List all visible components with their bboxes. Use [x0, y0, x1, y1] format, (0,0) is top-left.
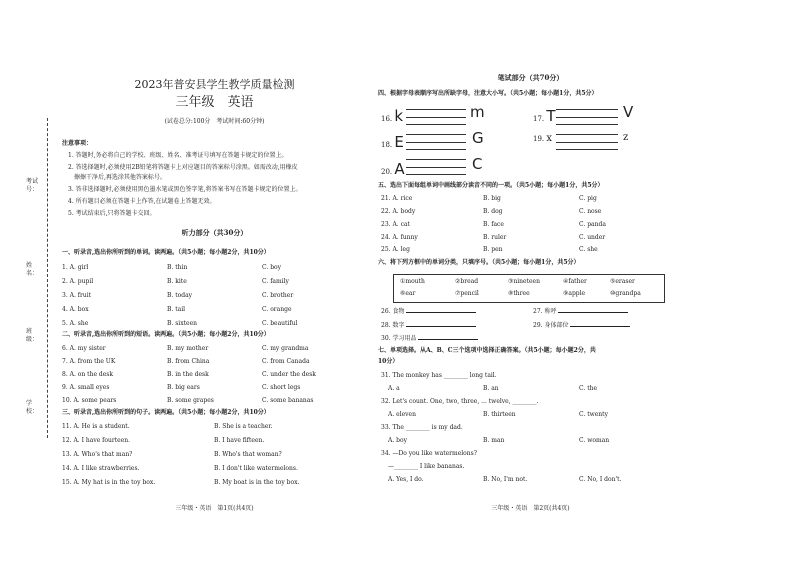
- option-c: C. short legs: [262, 384, 301, 391]
- option-b: B. My boat is in the toy box.: [214, 479, 300, 486]
- written-section-title: 笔试部分（共70分）: [497, 73, 564, 82]
- word-item: ④father: [563, 278, 587, 285]
- option-c: C. family: [262, 278, 289, 285]
- option-b: B. ruler: [483, 234, 507, 241]
- option-a: 3. A. fruit: [62, 292, 92, 299]
- answer-line[interactable]: [556, 134, 618, 135]
- option-c: C. the: [579, 385, 598, 392]
- section-2-title: 二、听录音,选出你所听到的短语。读两遍。（共5小题；每小题2分，共10分）: [62, 331, 270, 338]
- word-item: ①mouth: [400, 278, 425, 285]
- answer-line[interactable]: [556, 149, 618, 150]
- option-a: A. a: [388, 385, 400, 392]
- section-6-title: 六、将下列方框中的单词分类，只填序号。（共5小题；每小题1分，共5分）: [378, 259, 580, 266]
- question-stem: 34. —Do you like watermelons?: [381, 450, 477, 457]
- option-b: B. some grapes: [167, 397, 214, 404]
- given-letter: G: [472, 129, 484, 147]
- section-7-title-cont: 10分）: [378, 358, 399, 365]
- option-b: B. thin: [167, 264, 188, 271]
- option-a: A. boy: [388, 437, 407, 444]
- category-item: [381, 335, 478, 343]
- option-b: B. big: [483, 195, 501, 202]
- page-footer-1: 三年级・英语 第1页(共4页): [175, 505, 254, 512]
- item-number: 20.: [381, 168, 393, 176]
- item-number: 19.: [533, 135, 545, 143]
- given-letter: E: [394, 133, 404, 151]
- note-line: 5. 考试结束后,只将答题卡交回。: [68, 210, 156, 217]
- binding-label-class: 班级：: [26, 328, 39, 343]
- option-a: 12. A. I have fourteen.: [62, 437, 131, 444]
- option-a: 13. A. Who's that man?: [62, 451, 133, 458]
- section-5-title: 五、选出下面每组单词中画线部分读音不同的一项。（共5小题；每小题1分，共5分）: [378, 182, 604, 189]
- note-line: 2. 答选择题时,必须使用2B铅笔将答题卡上对应题目的答案标号涂黑。如需改动,用橡皮: [68, 164, 298, 171]
- category-label: 28. 数字: [381, 322, 405, 329]
- section-3-title: 三、听录音,选出你所听到的句子。读两遍。（共5小题；每小题2分，共10分）: [62, 409, 270, 416]
- page-footer-2: 三年级・英语 第2页(共4页): [491, 505, 570, 512]
- word-item: ⑤eraser: [610, 278, 635, 285]
- question-stem: 33. The ________ is my dad.: [381, 424, 463, 431]
- option-c: C. pig: [579, 195, 597, 202]
- option-a: 22. A. body: [381, 208, 416, 215]
- word-item: ⑩grandpa: [610, 290, 641, 297]
- note-line: 4. 所有题目必须在答题卡上作答,在试题卷上答题无效。: [68, 198, 216, 205]
- item-number: 17.: [533, 115, 545, 123]
- option-a: 5. A. she: [62, 320, 89, 327]
- category-item: [533, 308, 628, 316]
- question-stem: 31. The monkey has ________ long tail.: [381, 372, 497, 379]
- option-c: C. panda: [579, 221, 606, 228]
- item-number: 18.: [381, 141, 393, 149]
- word-item: ②bread: [455, 278, 479, 285]
- answer-line[interactable]: [406, 167, 466, 168]
- option-b: B. No, I'm not.: [483, 476, 528, 483]
- option-b: B. tail: [167, 306, 186, 313]
- option-b: B. in the desk: [167, 371, 209, 378]
- given-letter: x: [546, 133, 553, 144]
- letter-item: [381, 108, 403, 125]
- letter-item: [533, 134, 552, 144]
- letter-item: [533, 108, 556, 125]
- section-4-title: 四、根据字母表顺序写出所缺字母，注意大小写。（共5小题；每小题1分，共5分）: [378, 90, 598, 97]
- option-a: 10. A. some pears: [62, 397, 117, 404]
- given-letter: m: [470, 103, 485, 121]
- option-a: 23. A. cat: [381, 221, 410, 228]
- option-c: C. nose: [579, 208, 602, 215]
- option-c: C. my grandma: [262, 345, 309, 352]
- option-c: C. she: [579, 246, 598, 253]
- option-b: B. big ears: [167, 384, 200, 391]
- answer-blank[interactable]: [406, 326, 476, 327]
- option-c: C. beautiful: [262, 320, 298, 327]
- section-7-title: 七、单项选择。从A、B、C三个选项中选择正确答案。（共5小题；每小题2分，共: [378, 347, 596, 354]
- answer-line[interactable]: [406, 174, 466, 175]
- grade-label: 三年级: [175, 95, 215, 110]
- category-item: [533, 322, 630, 330]
- option-a: 7. A. from the UK: [62, 358, 116, 365]
- answer-line[interactable]: [556, 124, 618, 125]
- option-b: B. from China: [167, 358, 210, 365]
- option-c: C. woman: [579, 437, 610, 444]
- option-c: C. boy: [262, 264, 282, 271]
- category-label: 30. 学习用品: [381, 335, 417, 342]
- category-item: [381, 322, 476, 330]
- option-b: B. man: [483, 437, 505, 444]
- exam-info: (试卷总分:100分 考试时间:60分钟): [164, 118, 265, 125]
- answer-blank[interactable]: [418, 339, 478, 340]
- given-letter: T: [546, 107, 556, 125]
- option-b: B. my mother: [167, 345, 209, 352]
- note-line: 擦擦干净后,再选涂其他答案标号。: [68, 174, 166, 181]
- category-label: 29. 身体部位: [533, 322, 569, 329]
- binding-label-name: 姓名：: [26, 262, 39, 277]
- option-a: 14. A. I like strawberries.: [62, 465, 140, 472]
- answer-blank[interactable]: [558, 312, 628, 313]
- notes-title: 注意事项：: [62, 140, 93, 147]
- option-c: C. some bananas: [262, 397, 314, 404]
- answer-blank[interactable]: [406, 312, 476, 313]
- binding-label-school: 学校：: [26, 400, 39, 415]
- question-stem: —________ I like bananas.: [388, 463, 465, 470]
- answer-line[interactable]: [556, 117, 618, 118]
- note-line: 1. 答题时,务必将自己的学校、班级、姓名、准考证号填写在答题卡规定的位置上。: [68, 152, 288, 159]
- option-a: 15. A. My hat is in the toy box.: [62, 479, 156, 486]
- word-item: ③nineteen: [508, 278, 540, 285]
- word-item: ⑦pencil: [455, 290, 479, 297]
- category-label: 27. 称呼: [533, 308, 557, 315]
- question-stem: 32. Let's count. One, two, three, ... twelve, ________.: [381, 398, 539, 405]
- given-letter: z: [623, 132, 629, 143]
- option-c: C. No, I don't.: [579, 476, 622, 483]
- section-1-title: 一、听录音,选出你所听到的单词。读两遍。（共5小题；每小题2分，共10分）: [62, 249, 270, 256]
- exam-subtitle: [62, 95, 367, 110]
- option-a: 1. A. girl: [62, 264, 89, 271]
- option-c: C. brother: [262, 292, 294, 299]
- answer-line[interactable]: [406, 149, 466, 150]
- option-b: B. Who's that woman?: [214, 451, 282, 458]
- given-letter: C: [472, 155, 483, 173]
- option-c: C. from Canada: [262, 358, 310, 365]
- answer-line[interactable]: [406, 124, 466, 125]
- option-b: B. I have fifteen.: [214, 437, 265, 444]
- given-letter: V: [623, 103, 634, 121]
- option-c: C. orange: [262, 306, 292, 313]
- option-a: 8. A. on the desk: [62, 371, 114, 378]
- option-b: B. today: [167, 292, 193, 299]
- option-a: 9. A. small eyes: [62, 384, 110, 391]
- option-b: B. dog: [483, 208, 503, 215]
- option-a: A. eleven: [388, 411, 416, 418]
- answer-line[interactable]: [406, 142, 466, 143]
- option-b: B. face: [483, 221, 504, 228]
- word-item: ⑧three: [508, 290, 530, 297]
- word-item: ⑨apple: [563, 290, 586, 297]
- answer-line[interactable]: [406, 117, 466, 118]
- answer-line[interactable]: [556, 142, 618, 143]
- note-line: 3. 答非选择题时,必须使用黑色墨水笔或黑色签字笔,将答案书写在答题卡规定的位置上。: [68, 186, 302, 193]
- category-label: 26. 食物: [381, 308, 405, 315]
- option-c: C. twenty: [579, 411, 608, 418]
- option-b: B. I don't like watermelons.: [214, 465, 298, 472]
- answer-line[interactable]: [406, 159, 466, 160]
- given-letter: A: [394, 160, 405, 178]
- binding-line: [47, 118, 48, 438]
- option-a: 25. A. leg: [381, 246, 410, 253]
- option-a: 24. A. funny: [381, 234, 418, 241]
- answer-blank[interactable]: [570, 326, 630, 327]
- option-b: B. kite: [167, 278, 187, 285]
- listening-section-title: 听力部分（共30分）: [181, 228, 248, 237]
- option-a: 11. A. He is a student.: [62, 423, 130, 430]
- option-a: A. Yes, I do.: [388, 476, 424, 483]
- category-item: [381, 308, 476, 316]
- option-c: C. under: [579, 234, 606, 241]
- option-b: B. sixteen: [167, 320, 197, 327]
- option-a: 2. A. pupil: [62, 278, 94, 285]
- option-b: B. an: [483, 385, 499, 392]
- given-letter: k: [394, 107, 404, 125]
- exam-title: 2023年普安县学生教学质量检测: [134, 78, 295, 91]
- item-number: 16.: [381, 115, 393, 123]
- subject-label: 英语: [227, 95, 254, 110]
- answer-line[interactable]: [406, 134, 466, 135]
- letter-item: [381, 134, 404, 151]
- answer-line[interactable]: [556, 109, 618, 110]
- answer-line[interactable]: [406, 109, 466, 110]
- letter-item: [381, 161, 405, 178]
- word-item: ⑥ear: [400, 290, 416, 297]
- option-a: 4. A. box: [62, 306, 89, 313]
- option-c: C. under the desk: [262, 371, 316, 378]
- option-b: B. thirteen: [483, 411, 516, 418]
- option-b: B. pen: [483, 246, 503, 253]
- option-a: 6. A. my sister: [62, 345, 106, 352]
- binding-label-exam-no: 考试号：: [26, 178, 39, 193]
- option-a: 21. A. rice: [381, 195, 413, 202]
- option-b: B. She is a teacher.: [214, 423, 273, 430]
